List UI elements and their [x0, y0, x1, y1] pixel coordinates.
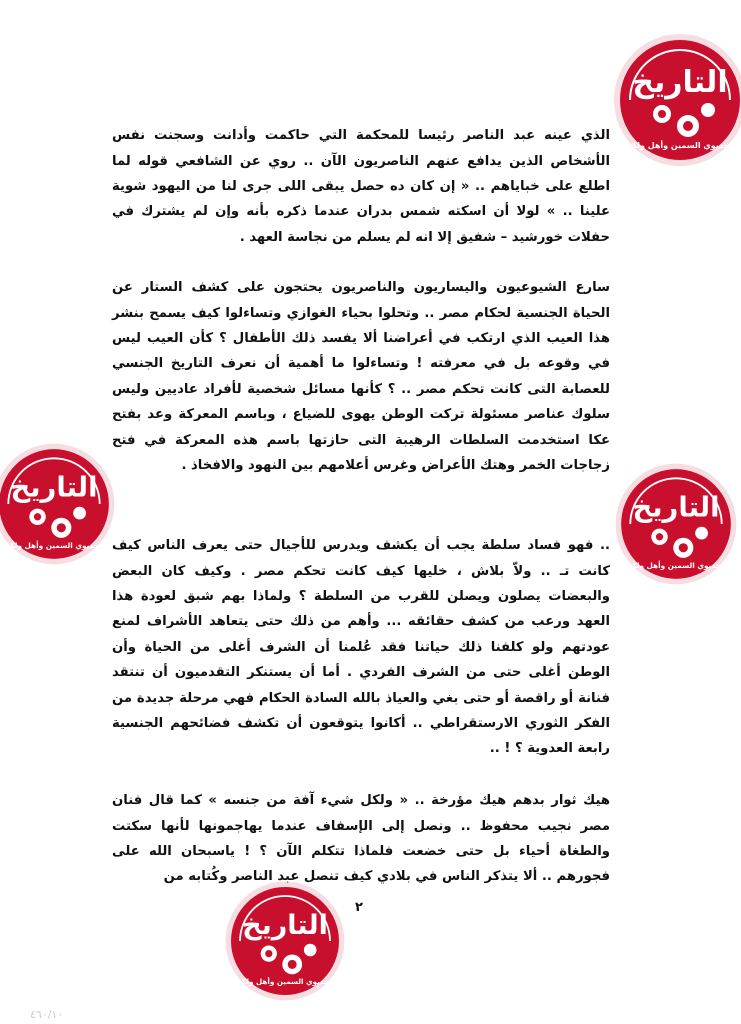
altareekh-logo-middle-right — [612, 460, 740, 588]
paragraph-2: سارع الشيوعيون واليساريون والناصريون يحتجون على كشف الستار عن الحياة الجنسية لحكام مصر .. وتحلوا بحياء الغوازي وتساءلوا كيف يسمح بنشر هذا العيب الذي ارتكب في أعراضنا ألا يفسد ذلك الأطفال ؟ كأن العيب ليس في وقوعه بل في معرفته ! وتساءلوا ما أهمية أن نعرف التاريخ الجنسي للعصابة التى كانت تحكم مصر .. ؟ كأنها مسائل شخصية لأفراد عاديين وليس سلوك عناصر مسئولة تركت الوطن يهوى للضياع ، وباسم المعركة وعد بفتح عكا استخدمت السلطات الرهيبة التى حازتها باسم هذه المعركة في فتح زجاجات الخمر وهتك الأعراض وغرس أعلامهم بين النهود والافخاذ . — [112, 280, 610, 474]
altareekh-logo-top-right — [610, 30, 741, 170]
logo-emblem-icon — [222, 878, 348, 1004]
archive-mark: ٤٦٠/١٠ — [30, 1008, 64, 1021]
paragraph-4: هيك ثوار بدهم هيك مؤرخة .. « ولكل شيء آفة من جنسه » كما قال فنان مصر نجيب محفوظ .. ونصل إلى الإسفاف عندما يهاجمونها لأنها سكتت والطغاة أحياء بل حتى خضعت فلماذا تتكلم الآن ؟ ! ياسبحان الله على فجورهم .. ألا يتذكر الناس في بلادي كيف تنصل عبد الناصر وكُتابه من — [112, 793, 610, 885]
logo-subtitle: الخديوي السمين وأهل ولكن — [3, 540, 105, 550]
logo-emblem-icon — [610, 30, 741, 170]
logo-title: التاريخ — [632, 65, 728, 100]
paragraph-3: .. فهو فساد سلطة يجب أن يكشف ويدرس للأجيال حتى يعرف الناس كيف كانت تـ .. ولاّ بلاش ، خليها كيف كانت تحكم مصر . وكيف كان البعض والبعضات يصلون ويصلن للقرب من السلطة ؟ ولماذا بهم شبق لعودة هذا العهد ورعب من كشف حقائقه ... وأهم من ذلك حتى يتعاهد الأشراف لمنع عودتهم ولو كلفنا ذلك حياتنا فقد عُلمنا أن الشرف أغلى من الحياة وأن الوطن أغلى حتى من الشرف الفردي . أما أن يستنكر التقدميون أن تنتقد فنانة أو راقصة أو حتى بغي والعياذ بالله السادة الحكام فهي مرحلة جديدة من الفكر الثوري الارستقراطي .. أكانوا يتوقعون أن تكشف فضائحهم الجنسية رابعة العدوية ؟ ! .. — [112, 538, 610, 757]
logo-subtitle: الخديوي السمين وأهل ولكن — [625, 141, 735, 150]
logo-emblem-icon — [612, 460, 740, 588]
logo-title: التاريخ — [632, 492, 720, 524]
logo-title: التاريخ — [10, 472, 98, 504]
logo-subtitle: الخديوي السمين وأهل ولكن — [235, 977, 335, 987]
altareekh-logo-middle-left — [0, 440, 118, 568]
page-number: ٢ — [355, 900, 363, 915]
paragraph-1: الذي عينه عبد الناصر رئيسا للمحكمة التي حاكمت وأدانت وسجنت نفس الأشخاص الذين يدافع عنهم الناصريون الآن .. روي عن الشافعي قوله لما اطلع على خباياهم .. « إن كان ده حصل يبقى اللى جرى لنا من اليهود شوية علينا .. » لولا أن اسكته شمس بدران عندما ذكره بأنه وإن لم يشترك في حفلات خورشيد – شفيق إلا انه لم يسلم من نجاسة العهد . — [112, 128, 610, 245]
altareekh-logo-bottom-center — [222, 878, 348, 1004]
logo-emblem-icon — [0, 440, 118, 568]
logo-title: التاريخ — [242, 909, 328, 941]
logo-subtitle: الخديوي السمين وأهل ولكن — [625, 560, 727, 570]
